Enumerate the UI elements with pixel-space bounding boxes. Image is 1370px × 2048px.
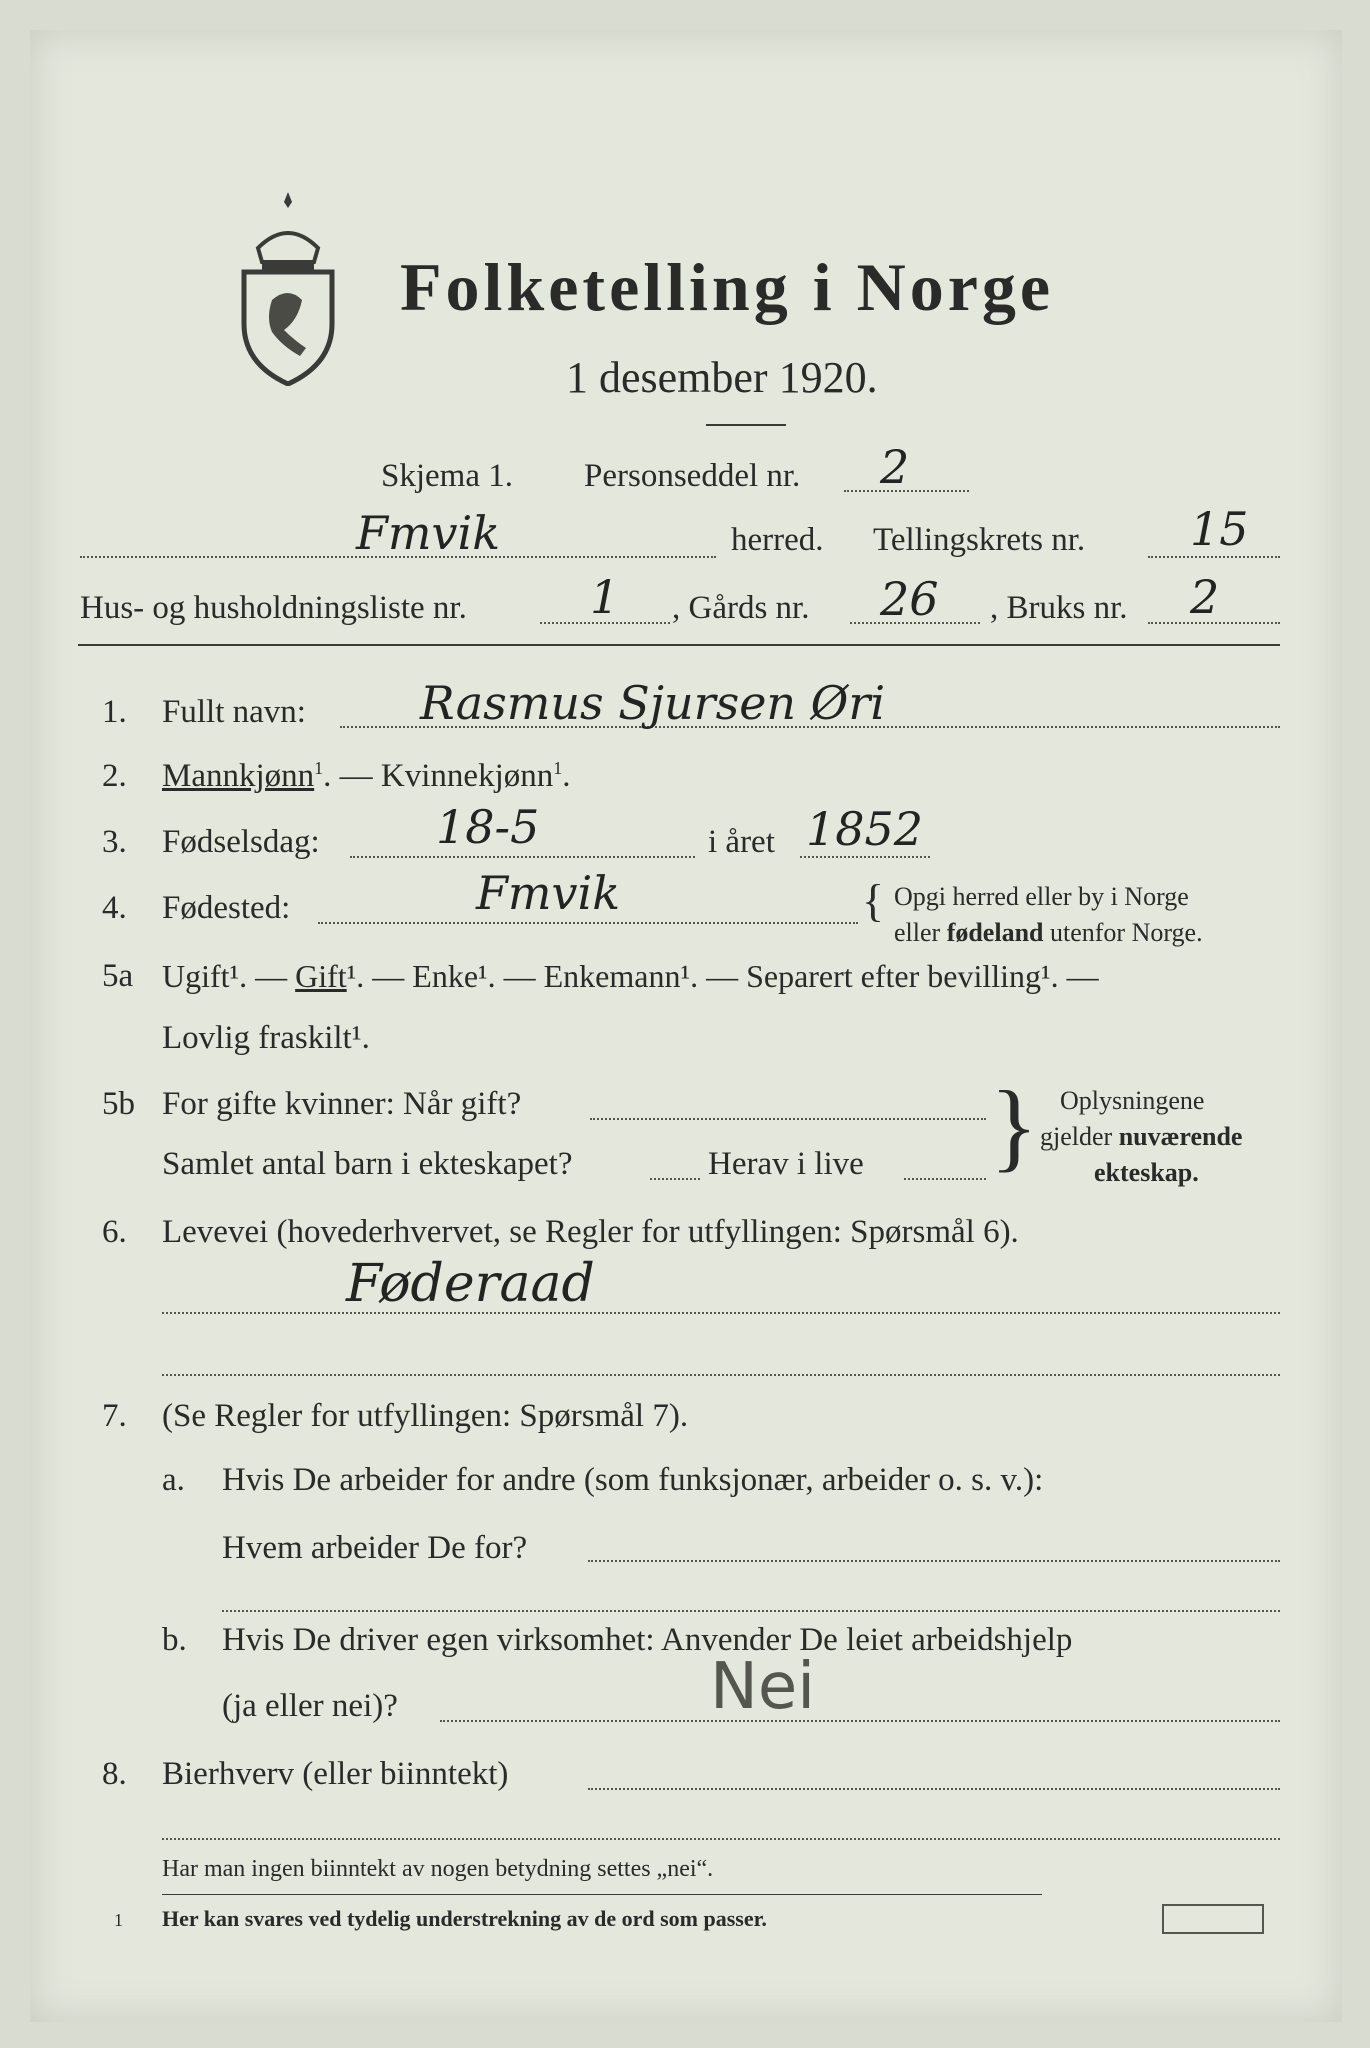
personseddel-value: 2	[880, 440, 910, 494]
personseddel-label: Personseddel nr.	[584, 458, 801, 494]
bruks-value: 2	[1190, 570, 1220, 624]
hired-help-line	[440, 1720, 1280, 1722]
q4-brace: {	[862, 875, 885, 926]
q5b-line2b: Herav i live	[708, 1146, 864, 1182]
gender-female: Kvinnekjønn	[380, 758, 554, 794]
year-line	[800, 856, 930, 858]
occupation-line2	[162, 1374, 1280, 1376]
q5b-line1: For gifte kvinner: Når gift?	[162, 1086, 522, 1122]
tellingskrets-line	[1148, 556, 1280, 558]
q5b-brace: }	[990, 1070, 1038, 1181]
q4-note-line2: eller fødeland utenfor Norge.	[894, 918, 1203, 947]
gards-label: , Gårds nr.	[672, 590, 810, 626]
tellingskrets-value: 15	[1190, 502, 1249, 556]
occupation-value: Føderaad	[346, 1254, 595, 1314]
full-name-value: Rasmus Sjursen Øri	[420, 676, 886, 730]
gards-value: 26	[880, 572, 939, 626]
q2-number: 2.	[102, 758, 127, 794]
q1-number: 1.	[102, 694, 127, 730]
q6-label: Levevei (hovederhvervet, se Regler for utfyllingen: Spørsmål 6).	[162, 1214, 1019, 1250]
q5b-note-line2: gjelder nuværende	[1040, 1122, 1243, 1151]
tellingskrets-label: Tellingskrets nr.	[873, 522, 1086, 558]
birthdate-value: 18-5	[436, 800, 540, 854]
herred-value: Fmvik	[356, 506, 501, 560]
q5b-note-line1: Oplysningene	[1060, 1086, 1205, 1115]
q4-number: 4.	[102, 890, 127, 926]
q8-label: Bierhverv (eller biinntekt)	[162, 1756, 509, 1792]
form-date: 1 desember 1920.	[566, 353, 878, 402]
herred-label: herred.	[731, 522, 824, 558]
q5b-note-line3: ekteskap.	[1094, 1158, 1199, 1187]
coat-of-arms-icon	[232, 190, 344, 386]
bruks-label: , Bruks nr.	[990, 590, 1128, 626]
form-title: Folketelling i Norge	[400, 249, 1055, 325]
occupation-line1	[162, 1312, 1280, 1314]
children-line	[650, 1178, 700, 1180]
employer-line1	[588, 1560, 1280, 1562]
q5a-number: 5a	[102, 958, 134, 994]
footer-note: Har man ingen biinntekt av nogen betydning settes „nei“.	[162, 1856, 714, 1882]
side-income-line2	[162, 1838, 1280, 1840]
gender-options: Mannkjønn$^1$. — Kvinnekjønn$^1$.	[162, 758, 571, 794]
footer-rule	[162, 1894, 1042, 1895]
alive-line	[904, 1178, 986, 1180]
birthplace-line	[318, 922, 858, 924]
q6-number: 6.	[102, 1214, 127, 1250]
q8-number: 8.	[102, 1756, 127, 1792]
q7a-line2: Hvem arbeider De for?	[222, 1530, 528, 1566]
q4-note-line1: Opgi herred eller by i Norge	[894, 882, 1189, 911]
q3-label: Fødselsdag:	[162, 824, 320, 860]
side-income-line1	[588, 1788, 1280, 1790]
birthdate-line	[350, 856, 695, 858]
q7b-number: b.	[162, 1622, 187, 1658]
q7a-line1: Hvis De arbeider for andre (som funksjonær, arbeider o. s. v.):	[222, 1462, 1044, 1498]
title-divider	[706, 424, 786, 426]
q5b-line2a: Samlet antal barn i ekteskapet?	[162, 1146, 573, 1182]
q7b-line1: Hvis De driver egen virksomhet: Anvender De leiet arbeidshjelp	[222, 1622, 1073, 1658]
marital-status-options: Ugift¹. — Gift¹. — Enke¹. — Enkemann¹. — Separert efter bevilling¹. —	[162, 958, 1099, 994]
year-label: i året	[708, 824, 775, 860]
q7-number: 7.	[102, 1398, 127, 1434]
q5b-number: 5b	[102, 1086, 135, 1122]
q7-label: (Se Regler for utfyllingen: Spørsmål 7).	[162, 1398, 689, 1434]
marital-gift: Gift	[295, 958, 347, 994]
q3-number: 3.	[102, 824, 127, 860]
q1-label: Fullt navn:	[162, 694, 306, 730]
hired-help-value: Nei	[710, 1650, 816, 1724]
q4-label: Fødested:	[162, 890, 291, 926]
footnote-text: Her kan svares ved tydelig understrekning av de ord som passer.	[162, 1906, 767, 1931]
q7a-number: a.	[162, 1462, 185, 1498]
printer-stamp-icon	[1162, 1904, 1264, 1934]
married-when-line	[590, 1118, 986, 1120]
employer-line2	[222, 1610, 1280, 1612]
footnote-mark: 1	[114, 1910, 123, 1930]
hus-label: Hus- og husholdningsliste nr.	[80, 590, 467, 626]
q7b-line2: (ja eller nei)?	[222, 1688, 398, 1724]
header-rule	[78, 644, 1280, 646]
hus-value: 1	[590, 570, 620, 624]
birth-year-value: 1852	[806, 802, 924, 856]
gender-male: Mannkjønn	[162, 758, 315, 794]
schema-label: Skjema 1.	[381, 458, 513, 494]
q5a-line2: Lovlig fraskilt¹.	[162, 1020, 370, 1056]
birthplace-value: Fmvik	[476, 866, 621, 920]
